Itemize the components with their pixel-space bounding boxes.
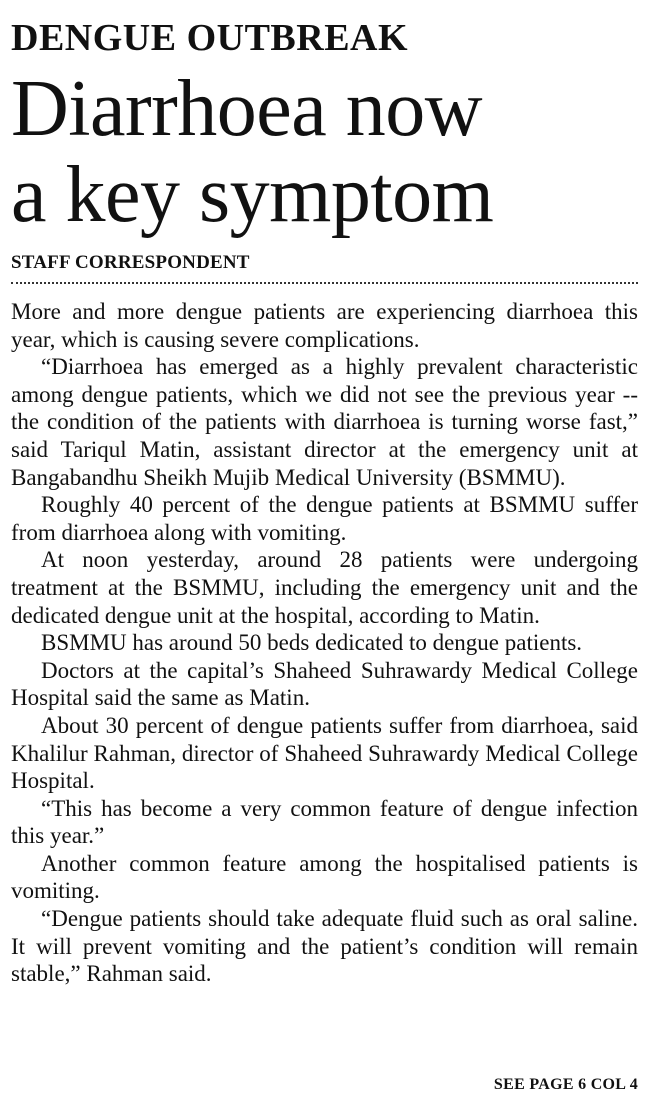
continuation-link[interactable]: SEE PAGE 6 COL 4 (493, 1076, 638, 1093)
kicker: DENGUE OUTBREAK (11, 17, 409, 59)
headline (11, 66, 638, 238)
paragraph-4: At noon yesterday, around 28 patients were undergoing treatment at the BSMMU, including the emergency unit and the dedicated dengue unit at the hospital, according to Matin. (11, 547, 638, 628)
paragraph-2: “Diarrhoea has emerged as a highly prevalent characteristic among dengue patients, which we did not see the previous year -- the condition of the patients with diarrhoea is turning worse fast,” said Tariqul Matin, assistant director at the emergency unit at Bangabandhu Sheikh Mujib Medical University (BSMMU). (11, 354, 638, 490)
article-body (11, 298, 638, 988)
paragraph-5: BSMMU has around 50 beds dedicated to dengue patients. (41, 630, 583, 656)
dotted-divider (11, 282, 638, 284)
headline-line-2: a key symptom (11, 151, 494, 239)
paragraph-3: Roughly 40 percent of the dengue patients at BSMMU suffer from diarrhoea along with vomiting. (11, 492, 638, 545)
paragraph-7: About 30 percent of dengue patients suffer from diarrhoea, said Khalilur Rahman, director of Shaheed Suhrawardy Medical College Hospital. (11, 712, 638, 794)
byline: STAFF CORRESPONDENT (11, 252, 250, 273)
article (11, 16, 638, 988)
paragraph-8: “This has become a very common feature of dengue infection this year.” (11, 795, 638, 849)
headline-line-1: Diarrhoea now (11, 65, 483, 153)
paragraph-10: “Dengue patients should take adequate fluid such as oral saline. It will prevent vomiting and the patient’s condition will remain stable,” Rahman said. (11, 906, 638, 987)
paragraph-6: Doctors at the capital’s Shaheed Suhrawardy Medical College Hospital said the same as Matin. (11, 657, 638, 711)
paragraph-1: More and more dengue patients are experiencing diarrhoea this year, which is causing severe complications. (11, 299, 638, 352)
paragraph-9: Another common feature among the hospitalised patients is vomiting. (11, 850, 638, 904)
